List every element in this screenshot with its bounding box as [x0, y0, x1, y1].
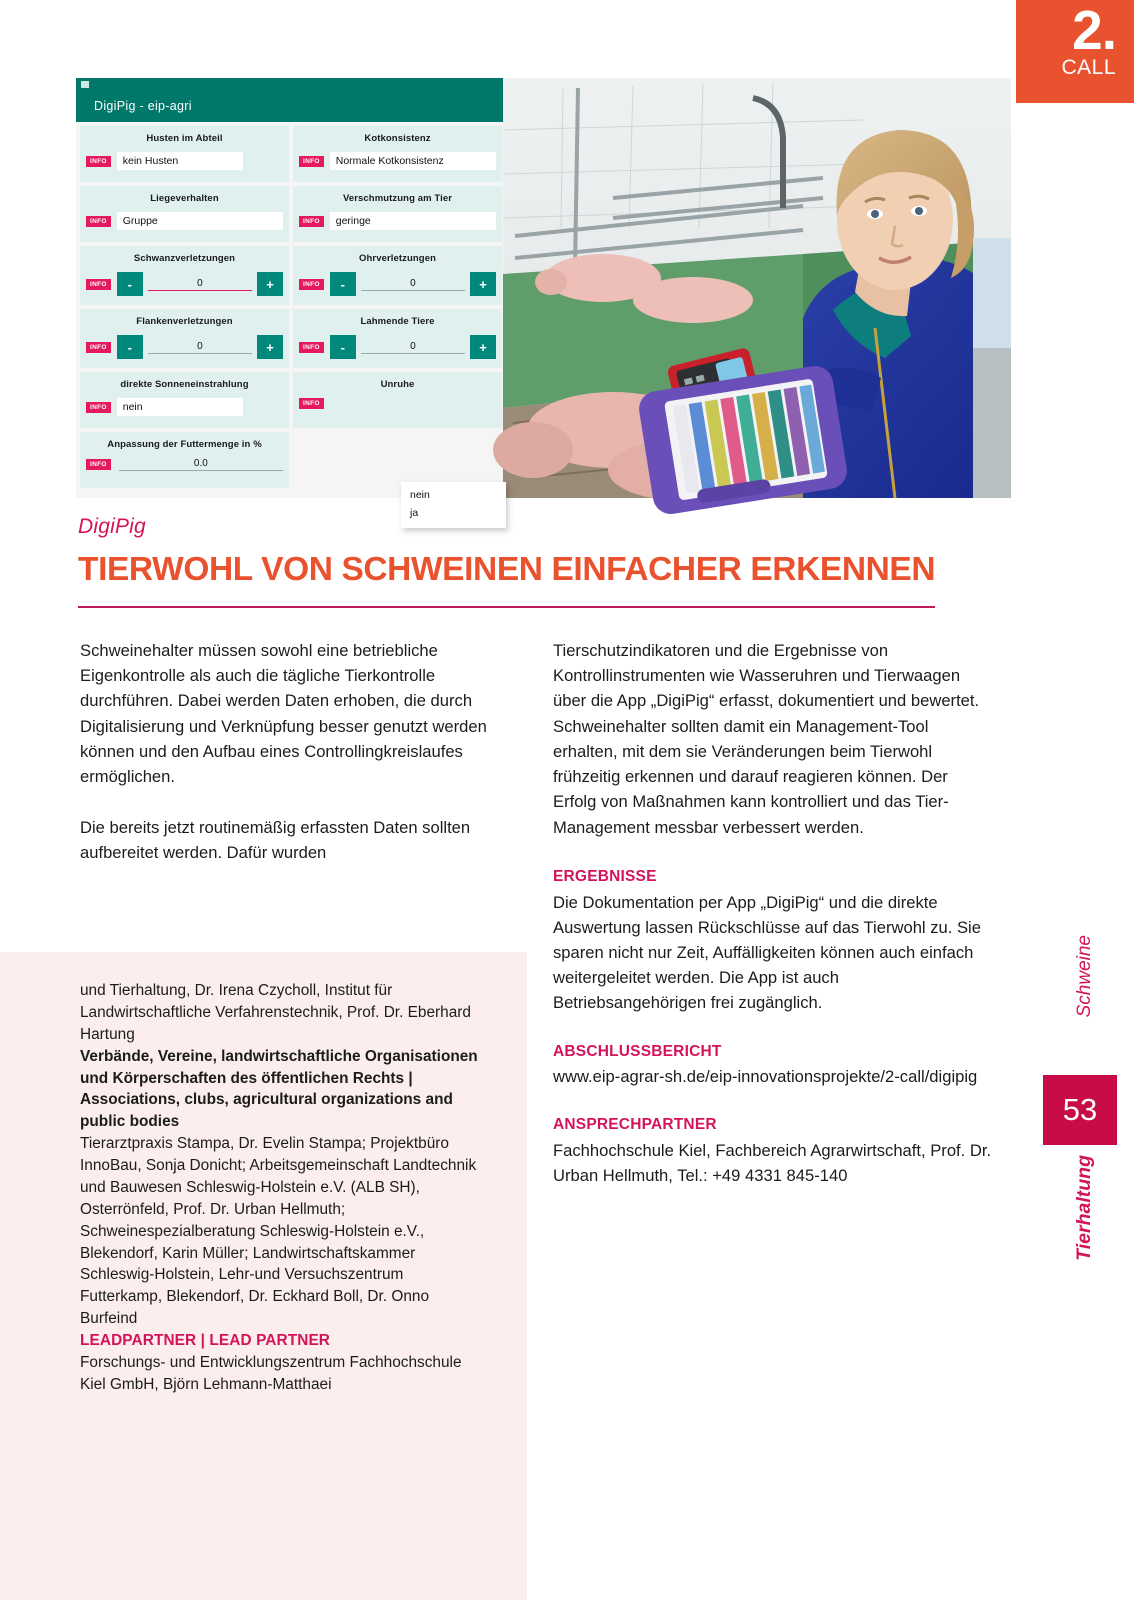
partner-group-heading: Verbände, Vereine, landwirtschaftliche Organisationen und Körperschaften des öffentlichen Rechts | Associations, clubs, agricultural organizations and public bodies — [80, 1047, 478, 1131]
field-unruhe — [293, 372, 502, 428]
info-button[interactable]: INFO — [86, 459, 111, 470]
field-kotkonsistenz — [293, 126, 502, 182]
section-heading: ANSPRECHPARTNER — [553, 1116, 717, 1134]
info-button[interactable]: INFO — [86, 342, 111, 353]
field-label: Husten im Abteil — [146, 133, 223, 144]
app-screenshot — [76, 78, 506, 519]
stepper-value[interactable]: 0 — [361, 341, 465, 354]
project-photo — [503, 78, 1011, 498]
increment-button[interactable]: + — [470, 272, 496, 296]
right-column — [553, 638, 993, 1188]
field-label: Schwanzverletzungen — [133, 253, 236, 264]
app-header-title: DigiPig - eip-agri — [76, 90, 506, 122]
dropdown-option-ja[interactable]: ja — [410, 507, 419, 519]
stepper-value[interactable]: 0 — [361, 278, 465, 291]
increment-button[interactable]: + — [257, 272, 283, 296]
call-badge — [1016, 0, 1134, 103]
section-ansprechpartner — [553, 1113, 993, 1188]
section-ergebnisse — [553, 865, 993, 1016]
section-heading: ABSCHLUSSBERICHT — [553, 1042, 722, 1060]
field-label: Anpassung der Futtermenge in % — [107, 439, 262, 450]
decrement-button[interactable]: - — [330, 335, 356, 359]
info-button[interactable]: INFO — [86, 156, 111, 167]
field-value[interactable]: Gruppe — [117, 212, 283, 230]
page-number-badge: 53 — [1043, 1075, 1117, 1145]
field-label: Kotkonsistenz — [364, 133, 431, 144]
field-label: direkte Sonneneinstrahlung — [120, 379, 249, 390]
field-label: Verschmutzung am Tier — [342, 193, 453, 204]
partner-list-box — [0, 952, 527, 1600]
article-kicker: DigiPig — [78, 515, 146, 538]
stepper — [330, 272, 496, 296]
field-husten-im-abteil — [80, 126, 289, 182]
call-label: CALL — [1061, 56, 1116, 80]
field-value[interactable]: Normale Kotkonsistenz — [330, 152, 496, 170]
field-verschmutzung-am-tier — [293, 186, 502, 242]
stepper — [330, 335, 496, 359]
info-button[interactable]: INFO — [86, 402, 111, 413]
field-label: Ohrverletzungen — [359, 253, 436, 264]
unruhe-dropdown-menu[interactable] — [401, 482, 506, 528]
page-title: TIERWOHL VON SCHWEINEN EINFACHER ERKENNEN — [78, 551, 936, 588]
photo-illustration — [503, 78, 1011, 498]
section-heading: ERGEBNISSE — [553, 867, 657, 885]
decrement-button[interactable]: - — [117, 335, 143, 359]
report-url[interactable]: www.eip-agrar-sh.de/eip-innovationsprojekte/2-call/digipig — [553, 1067, 978, 1087]
left-paragraph-2: Die bereits jetzt routinemäßig erfassten Daten sollten aufbereitet werden. Dafür wurden — [80, 817, 471, 862]
field-liegeverhalten — [80, 186, 289, 242]
info-button[interactable]: INFO — [86, 279, 111, 290]
field-label: Unruhe — [380, 379, 415, 390]
call-number: 2. — [1072, 0, 1116, 61]
info-button[interactable]: INFO — [299, 156, 324, 167]
info-button[interactable]: INFO — [299, 279, 324, 290]
field-value[interactable]: kein Husten — [117, 152, 243, 170]
info-button[interactable]: INFO — [299, 342, 324, 353]
headline-divider — [78, 606, 935, 608]
section-body: Fachhochschule Kiel, Fachbereich Agrarwirtschaft, Prof. Dr. Urban Hellmuth, Tel.: +49 4331 845-140 — [553, 1140, 992, 1186]
rail-section: Tierhaltung — [1073, 1155, 1095, 1261]
field-lahmende-tiere — [293, 309, 502, 368]
stepper-value[interactable]: 0 — [148, 278, 252, 291]
right-intro-paragraph: Tierschutzindikatoren und die Ergebnisse von Kontrollinstrumenten wie Wasseruhren und Tierwaagen über die App „DigiPig“ erfasst, dokumentiert und bewertet. Schweinehalter sollten damit ein Management-Tool erhalten, mit dem sie Veränderungen beim Tierwohl frühzeitig erkennen und darauf reagieren können. Der Erfolg von Maßnahmen kann kontrolliert und das Tier-Management messbar verbessert werden. — [553, 641, 980, 837]
rail-category: Schweine — [1074, 935, 1095, 1018]
increment-button[interactable]: + — [470, 335, 496, 359]
decrement-button[interactable]: - — [117, 272, 143, 296]
field-label: Flankenverletzungen — [136, 316, 233, 327]
increment-button[interactable]: + — [257, 335, 283, 359]
field-label: Liegeverhalten — [150, 193, 219, 204]
field-anpassung-futtermenge — [80, 432, 289, 488]
field-label: Lahmende Tiere — [360, 316, 435, 327]
field-value[interactable]: 0.0 — [119, 458, 283, 471]
field-schwanzverletzungen — [80, 246, 289, 305]
left-paragraph-1: Schweinehalter müssen sowohl eine betriebliche Eigenkontrolle als auch die tägliche Tierkontrolle durchführen. Dabei werden Daten erhoben, die durch Digitalisierung und Verknüpfung besser genutzt werden können und den Aufbau eines Controllingkreislaufes ermöglichen. — [80, 641, 487, 787]
app-titlebar — [76, 78, 506, 90]
app-form-grid — [76, 122, 506, 488]
field-flankenverletzungen — [80, 309, 289, 368]
left-column — [80, 638, 520, 865]
stepper-value[interactable]: 0 — [148, 341, 252, 354]
section-abschlussbericht — [553, 1040, 993, 1090]
section-body: Die Dokumentation per App „DigiPig“ und die direkte Auswertung lassen Rückschlüsse auf das Tierwohl zu. Sie sparen nicht nur Zeit, Auffälligkeiten können auch einfach weitergeleitet werden. Die App ist auch Betriebsangehörigen frei zugänglich. — [553, 892, 981, 1013]
decrement-button[interactable]: - — [330, 272, 356, 296]
field-direkte-sonneneinstrahlung — [80, 372, 289, 428]
image-icon — [81, 81, 89, 88]
stepper — [117, 272, 283, 296]
partner-group-body: Tierarztpraxis Stampa, Dr. Evelin Stampa; Projektbüro InnoBau, Sonja Donicht; Arbeitsgemeinschaft Landtechnik und Bauwesen Schleswig-Holstein e.V. (ALB SH), Osterrönfeld, Prof. Dr. Urban Hellmuth; Schweinespezialberatung Schleswig-Holstein e.V., Blekendorf, Karin Müller; Landwirtschaftskammer Schleswig-Holstein, Lehr-und Versuchszentrum Futterkamp, Blekendorf, Dr. Eckhard Boll, Dr. Onno Burfeind — [80, 1135, 477, 1328]
field-value[interactable]: nein — [117, 398, 243, 416]
info-button[interactable]: INFO — [86, 216, 111, 227]
info-button[interactable]: INFO — [299, 216, 324, 227]
field-ohrverletzungen — [293, 246, 502, 305]
lead-partner-heading: LEADPARTNER | LEAD PARTNER — [80, 1332, 331, 1349]
stepper — [117, 335, 283, 359]
dropdown-option-nein[interactable]: nein — [410, 489, 430, 501]
field-value[interactable]: geringe — [330, 212, 496, 230]
partner-continuation: und Tierhaltung, Dr. Irena Czycholl, Institut für Landwirtschaftliche Verfahrenstechnik, Prof. Dr. Eberhard Hartung — [80, 982, 471, 1043]
info-button[interactable]: INFO — [299, 398, 324, 409]
lead-partner-body: Forschungs- und Entwicklungszentrum Fachhochschule Kiel GmbH, Björn Lehmann-Matthaei — [80, 1353, 462, 1393]
